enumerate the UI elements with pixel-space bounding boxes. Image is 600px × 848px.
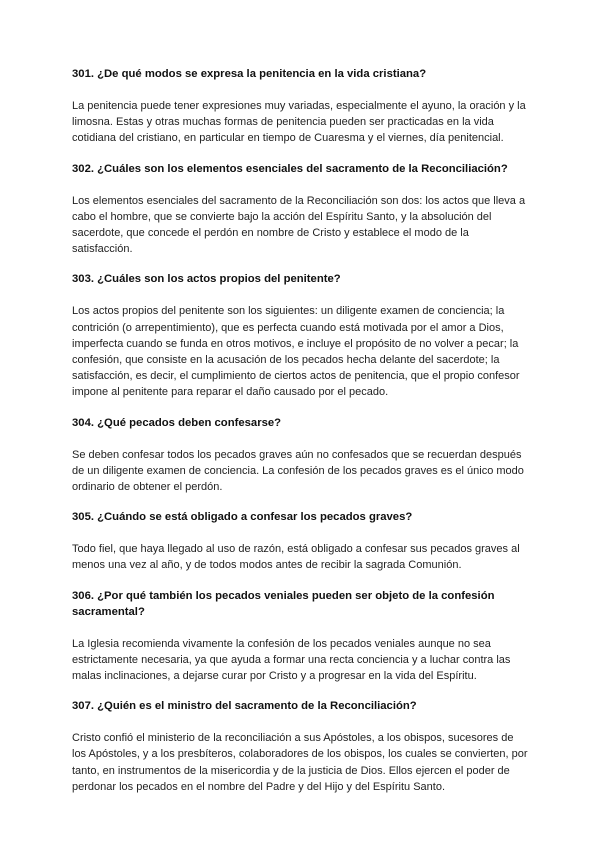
answer-paragraph: Los elementos esenciales del sacramento de la Reconciliación son dos: los actos que lleva a cabo el hombre, que se convierte bajo la acción del Espíritu Santo, y la absolución del sacerdote, que concede el perdón en nombre de Cristo y establece el modo de la satisfacción. bbox=[72, 194, 526, 256]
answer-paragraph: Cristo confió el ministerio de la reconciliación a sus Apóstoles, a los obispos, sucesores de los Apóstoles, y a los presbíteros, colaboradores de los obispos, los cuales se convierten, por tanto, en instrumentos de la misericordia y de la justicia de Dios. Ellos ejercen el poder de perdonar los pecados en el nombre del Padre y del Hijo y del Espíritu Santo. bbox=[72, 732, 528, 793]
answer-paragraph: La Iglesia recomienda vivamente la confesión de los pecados veniales aunque no sea estrictamente necesaria, ya que ayuda a formar una recta conciencia y a luchar contra las malas inclinaciones, a dejarse curar por Cristo y a progresar en la vida del Espíritu. bbox=[72, 637, 511, 683]
qa-item-307 bbox=[72, 698, 530, 795]
question-heading: 302. ¿Cuáles son los elementos esenciales del sacramento de la Reconciliación? bbox=[72, 162, 508, 175]
answer-paragraph: La penitencia puede tener expresiones muy variadas, especialmente el ayuno, la oración y la limosna. Estas y otras muchas formas de penitencia pueden ser practicadas en la vida cotidiana del cristiano, en particular en tiempo de Cuaresma y el viernes, día penitencial. bbox=[72, 100, 526, 145]
question-heading: 305. ¿Cuándo se está obligado a confesar los pecados graves? bbox=[72, 511, 413, 524]
question-heading: 301. ¿De qué modos se expresa la penitencia en la vida cristiana? bbox=[72, 68, 427, 80]
question-heading: 307. ¿Quién es el ministro del sacramento de la Reconciliación? bbox=[72, 700, 417, 713]
question-heading: 306. ¿Por qué también los pecados veniales pueden ser objeto de la confesión sacramental? bbox=[72, 589, 495, 618]
answer-paragraph: Todo fiel, que haya llegado al uso de razón, está obligado a confesar sus pecados graves al menos una vez al año, y de todos modos antes de recibir la sagrada Comunión. bbox=[72, 543, 520, 572]
qa-item-302 bbox=[72, 161, 530, 258]
qa-item-304 bbox=[72, 415, 530, 496]
answer-paragraph: Los actos propios del penitente son los siguientes: un diligente examen de conciencia; la contrición (o arrepentimiento), que es perfecta cuando está motivada por el amor a Dios, imperfecta cuando se funda en otros motivos, e incluye el propósito de no volver a pecar; la confesión, que consiste en la acusación de los pecados hecha delante del sacerdote; la satisfacción, es decir, el cumplimiento de ciertos actos de penitencia, que el propio confesor impone al penitente para reparar el daño causado por el pecado. bbox=[72, 305, 520, 399]
question-heading: 303. ¿Cuáles son los actos propios del penitente? bbox=[72, 273, 341, 286]
qa-item-305 bbox=[72, 509, 530, 573]
qa-item-303 bbox=[72, 271, 530, 400]
question-heading: 304. ¿Qué pecados deben confesarse? bbox=[72, 416, 282, 429]
qa-item-301 bbox=[72, 66, 530, 147]
document-page bbox=[72, 66, 530, 809]
answer-paragraph: Se deben confesar todos los pecados graves aún no confesados que se recuerdan después de un diligente examen de conciencia. La confesión de los pecados graves es el único modo ordinario de obtener el perdón. bbox=[72, 448, 524, 494]
qa-item-306 bbox=[72, 588, 530, 685]
